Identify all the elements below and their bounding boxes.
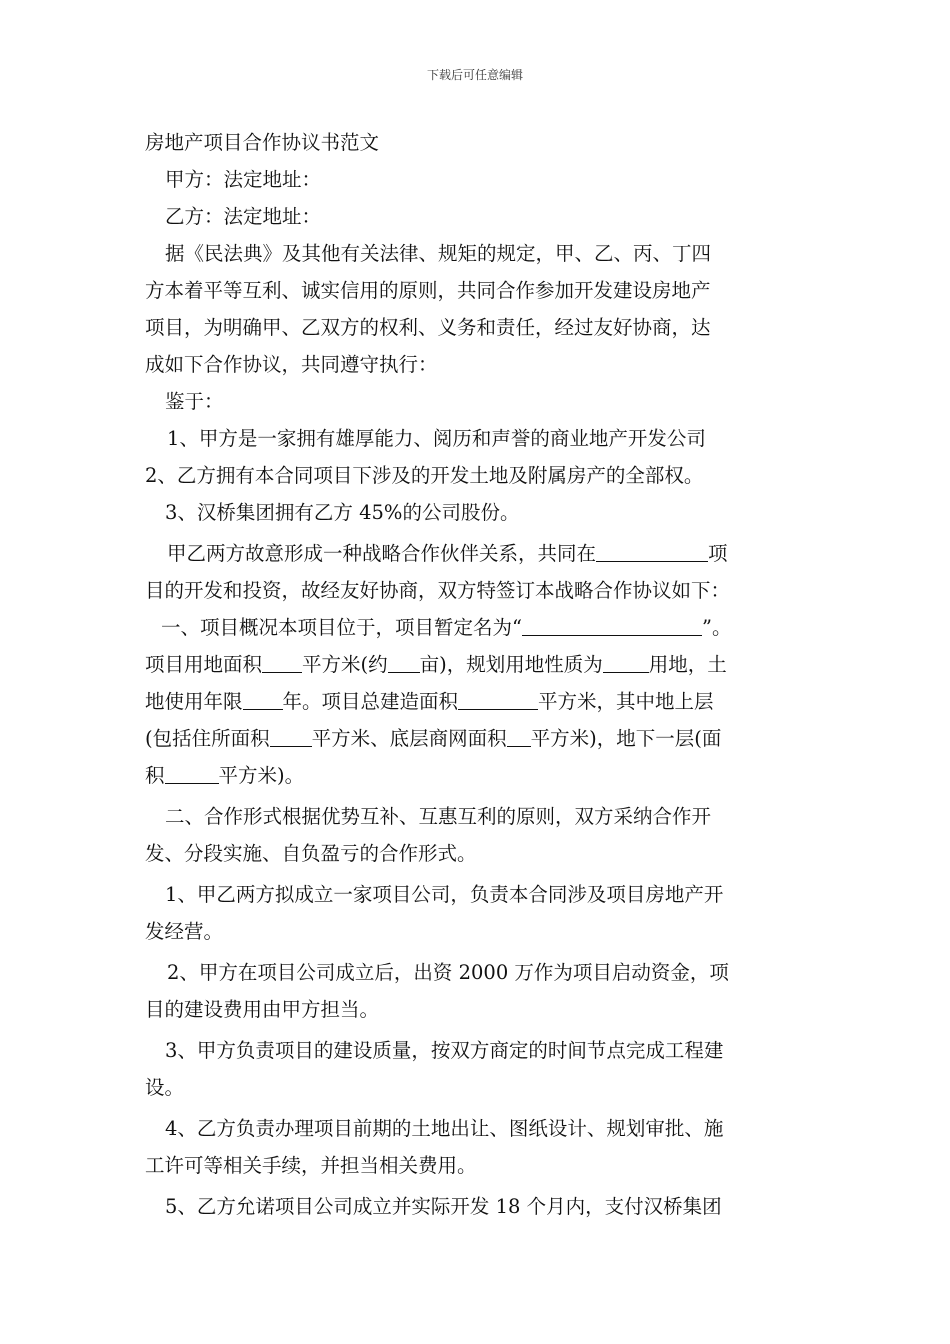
- section1-text: 平方米，其中地上层: [538, 690, 714, 713]
- party-b-line: 乙方：法定地址：: [165, 205, 322, 228]
- clause-line: 目的建设费用由甲方担当。: [145, 998, 380, 1021]
- partnership-line: [145, 535, 810, 572]
- blank-underline: [270, 722, 312, 747]
- section1-line: [145, 683, 810, 720]
- blank-underline: [262, 648, 302, 673]
- clause-line: 5、乙方允诺项目公司成立并实际开发 18 个月内，支付汉桥集团: [165, 1195, 722, 1218]
- clause-line: 2、甲方在项目公司成立后，出资 2000 万作为项目启动资金，项: [167, 961, 729, 984]
- page-header: 下载后可任意编辑: [426, 68, 523, 82]
- blank-underline: [596, 537, 708, 562]
- intro-line: 项目，为明确甲、乙双方的权利、义务和责任，经过友好协商，达: [145, 316, 711, 339]
- partnership-text: 项: [708, 542, 728, 565]
- section1-text: 积: [145, 764, 165, 787]
- section1-text: 一、项目概况本项目位于，项目暂定名为“: [161, 616, 522, 639]
- intro-line: 方本着平等互利、诚实信用的原则，共同合作参加开发建设房地产: [145, 279, 711, 302]
- blank-underline: [458, 685, 538, 710]
- section1-text: 项目用地面积: [145, 653, 263, 676]
- blank-underline: [522, 611, 702, 636]
- section1-text: 平方米(约: [302, 653, 388, 676]
- section1-text: 用地，土: [648, 653, 727, 676]
- clause-line: 3、甲方负责项目的建设质量，按双方商定的时间节点完成工程建: [165, 1039, 724, 1062]
- whereas-item: 2、乙方拥有本合同项目下涉及的开发土地及附属房产的全部权。: [145, 464, 704, 487]
- section1-text: 平方米)，地下一层(面: [530, 727, 722, 750]
- partnership-text: 甲乙两方故意形成一种战略合作伙伴关系，共同在: [167, 542, 597, 565]
- blank-underline: [243, 685, 283, 710]
- section1-line: [145, 609, 810, 646]
- partnership-line: 目的开发和投资，故经友好协商，双方特签订本战略合作协议如下：: [145, 579, 731, 602]
- clause-line: 1、甲乙两方拟成立一家项目公司，负责本合同涉及项目房地产开: [165, 883, 724, 906]
- section1-line: [145, 720, 810, 757]
- section1-text: 地使用年限: [145, 690, 243, 713]
- intro-line: 据《民法典》及其他有关法律、规矩的规定，甲、乙、丙、丁四: [165, 242, 712, 265]
- clause-line: 设。: [145, 1076, 185, 1099]
- section1-text: ”。: [701, 616, 732, 639]
- section1-line: [145, 646, 810, 683]
- party-a-line: 甲方：法定地址：: [165, 168, 322, 191]
- whereas-item: 1、甲方是一家拥有雄厚能力、阅历和声誉的商业地产开发公司: [167, 427, 706, 450]
- section1-text: 亩)，规划用地性质为: [419, 653, 603, 676]
- document-body: [145, 124, 810, 1225]
- section1-text: 年。项目总建造面积: [282, 690, 459, 713]
- whereas-heading: 鉴于：: [165, 390, 224, 413]
- document-title: 房地产项目合作协议书范文: [145, 131, 380, 154]
- whereas-item: 3、汉桥集团拥有乙方 45%的公司股份。: [165, 501, 520, 524]
- section1-text: 平方米、底层商网面积: [311, 727, 507, 750]
- blank-underline: [388, 648, 420, 673]
- section1-text: (包括住所面积: [145, 727, 270, 750]
- clause-line: 工许可等相关手续，并担当相关费用。: [145, 1154, 477, 1177]
- section2-line: 二、合作形式根据优势互补、互惠互利的原则，双方采纳合作开: [165, 805, 712, 828]
- clause-line: 发经营。: [145, 920, 224, 943]
- blank-underline: [165, 759, 219, 784]
- clause-line: 4、乙方负责办理项目前期的土地出让、图纸设计、规划审批、施: [165, 1117, 724, 1140]
- section1-text: 平方米)。: [218, 764, 305, 787]
- section2-line: 发、分段实施、自负盈亏的合作形式。: [145, 842, 477, 865]
- intro-line: 成如下合作协议，共同遵守执行：: [145, 353, 438, 376]
- blank-underline: [507, 722, 531, 747]
- blank-underline: [603, 648, 649, 673]
- section1-line: [145, 757, 810, 794]
